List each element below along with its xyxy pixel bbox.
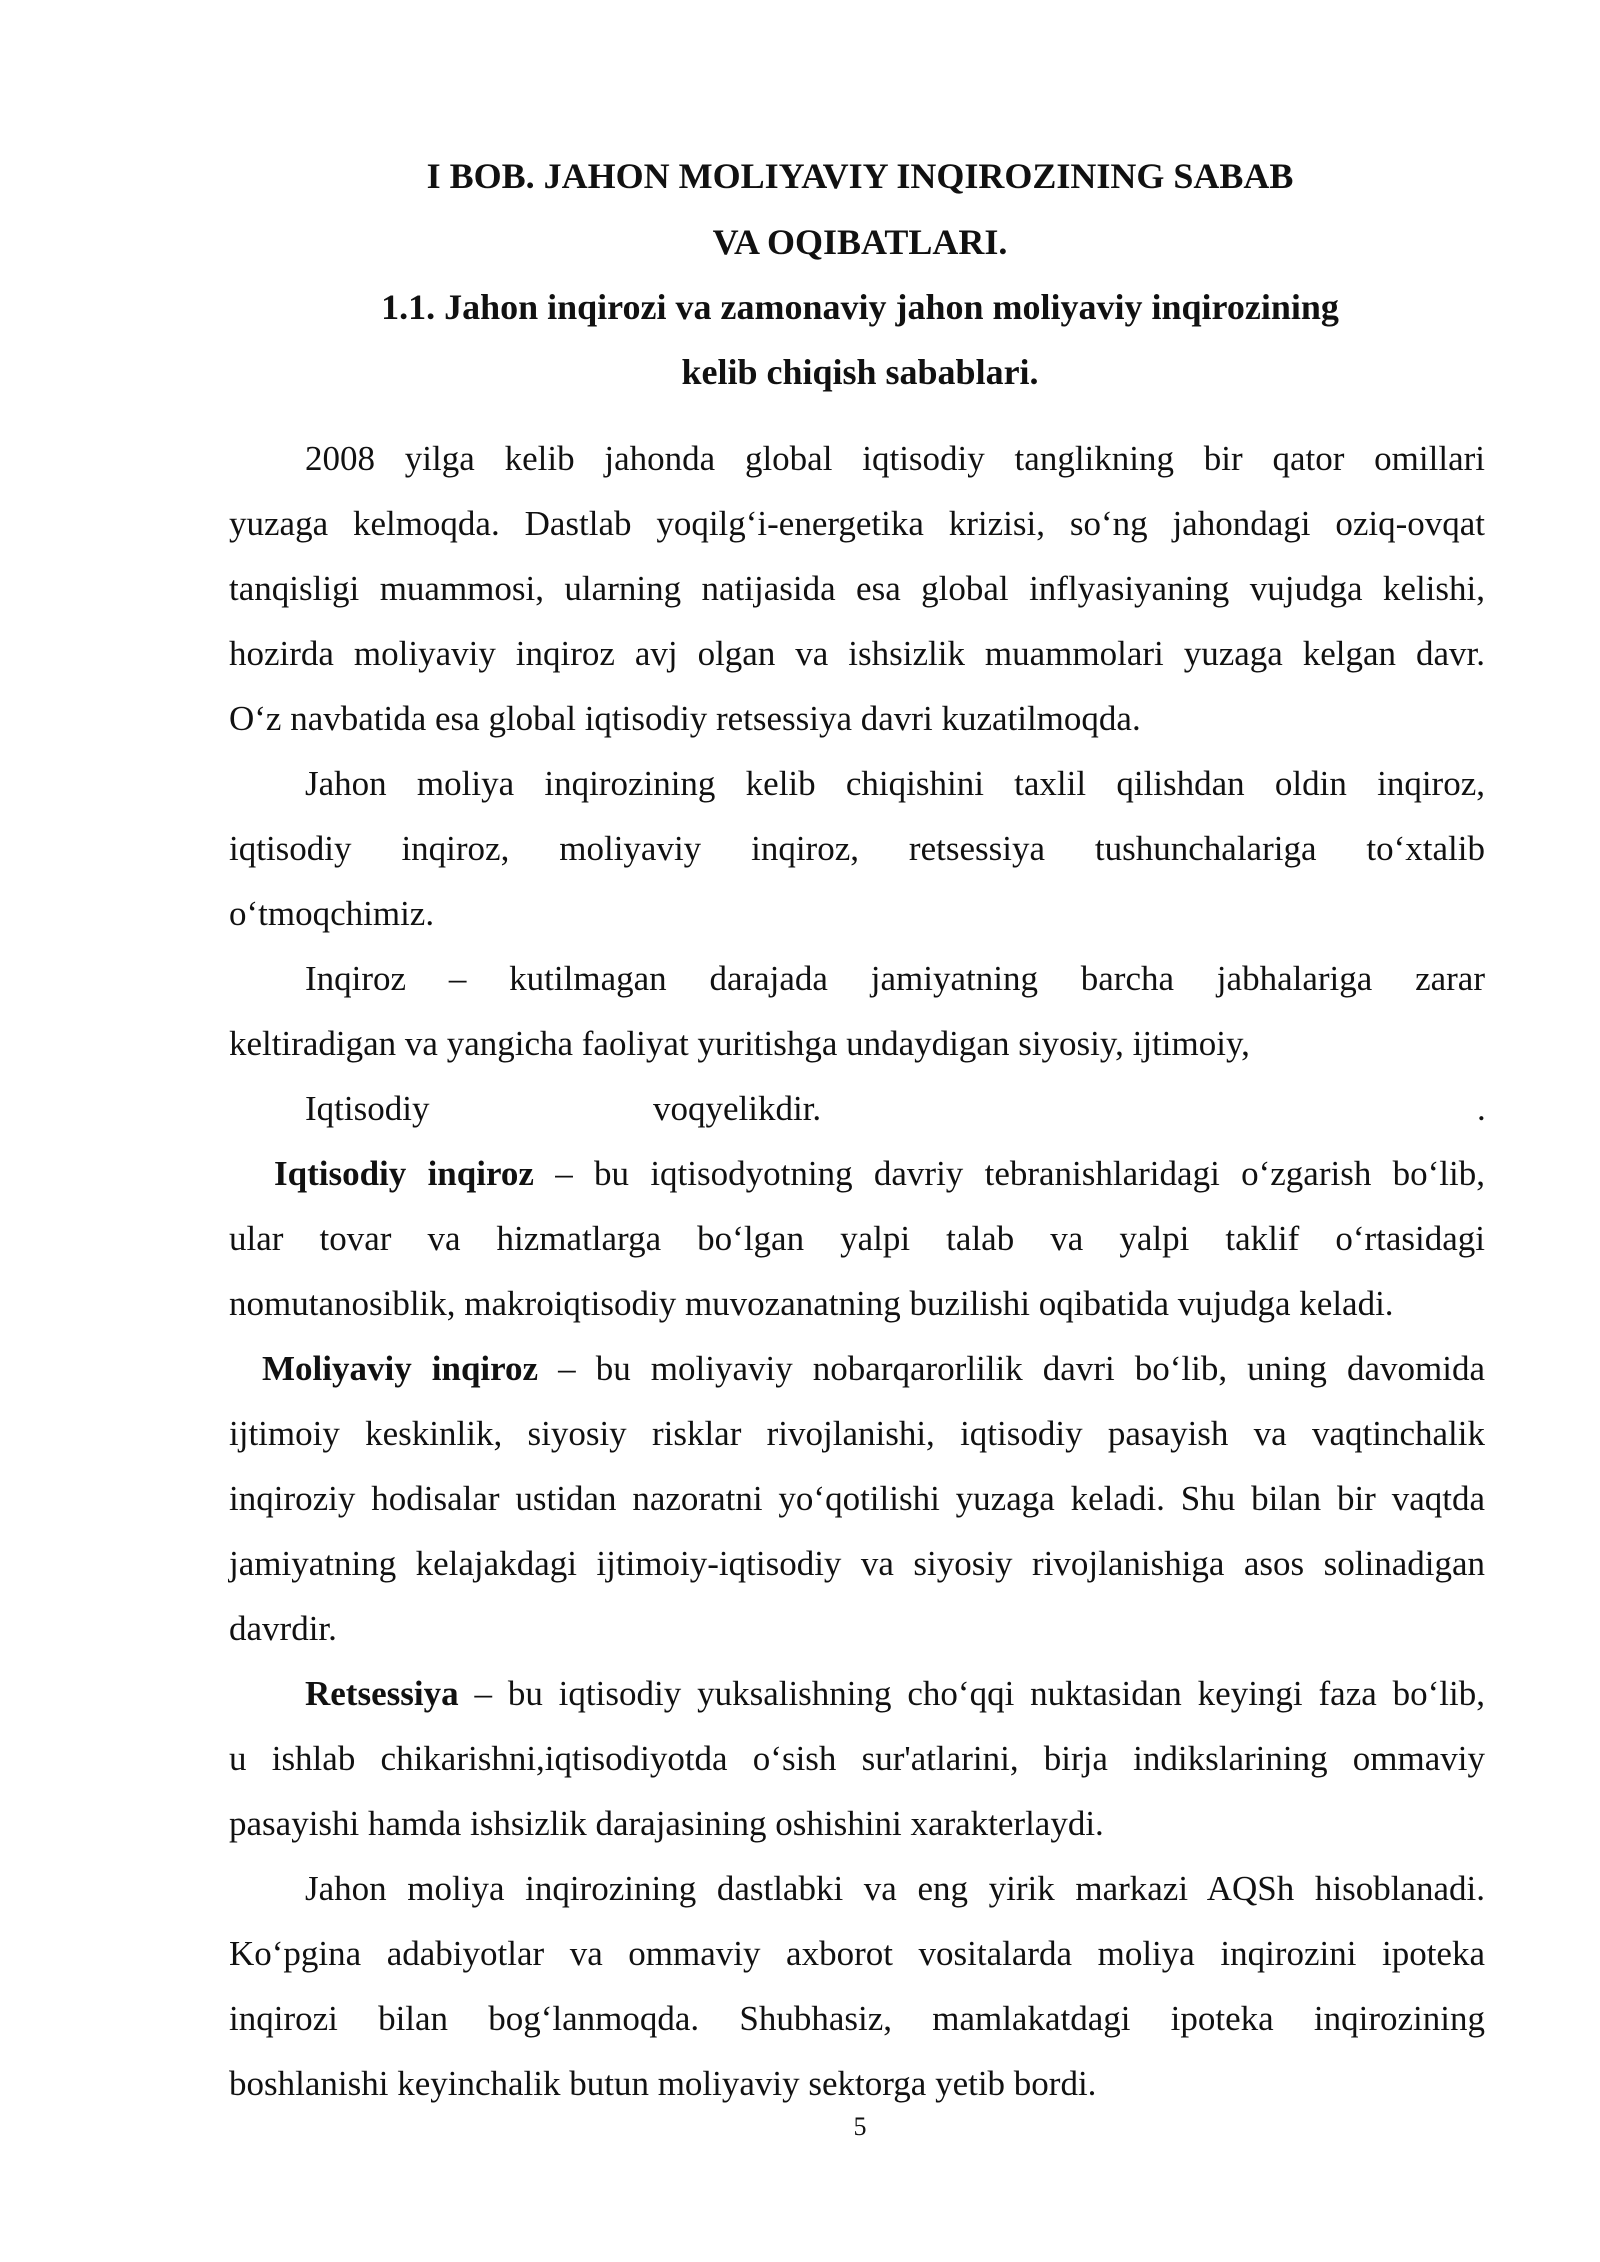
paragraph-5-line-3: inqiroziy hodisalar ustidan nazoratni yo‘qotilishi yuzaga keladi. Shu bilan bir vaqtda — [229, 1479, 1485, 1518]
paragraph-2-line-1: Jahon moliya inqirozining kelib chiqishini taxlil qilishdan oldin inqiroz, — [305, 764, 1485, 803]
paragraph-6-line-1 — [305, 1673, 1485, 1715]
paragraph-3-line-3-right: . — [1477, 1089, 1486, 1128]
page-number: 5 — [853, 2112, 867, 2141]
paragraph-1-line-5: O‘z navbatida esa global iqtisodiy retsessiya davri kuzatilmoqda. — [229, 699, 1141, 738]
paragraph-3-line-2: keltiradigan va yangicha faoliyat yuritishga undaydigan siyosiy, ijtimoiy, — [229, 1024, 1250, 1063]
paragraph-1-line-4: hozirda moliyaviy inqiroz avj olgan va ishsizlik muammolari yuzaga kelgan davr. — [229, 634, 1485, 673]
paragraph-6-line-2: u ishlab chikarishni,iqtisodiyotda o‘sish sur'atlarini, birja indikslarining ommaviy — [229, 1739, 1485, 1778]
section-title-line-1: 1.1. Jahon inqirozi va zamonaviy jahon moliyaviy inqirozining — [381, 287, 1339, 327]
paragraph-7-line-3: inqirozi bilan bog‘lanmoqda. Shubhasiz, mamlakatdagi ipoteka inqirozining — [229, 1999, 1485, 2038]
paragraph-4-line-3: nomutanosiblik, makroiqtisodiy muvozanatning buzilishi oqibatida vujudga keladi. — [229, 1284, 1394, 1323]
section-title-line-2: kelib chiqish sabablari. — [681, 352, 1039, 392]
term-iqtisodiy-inqiroz: Iqtisodiy inqiroz — [274, 1154, 534, 1193]
paragraph-3-line-1: Inqiroz – kutilmagan darajada jamiyatning barcha jabhalariga zarar — [305, 959, 1485, 998]
paragraph-7-line-1: Jahon moliya inqirozining dastlabki va eng yirik markazi AQSh hisoblanadi. — [305, 1869, 1485, 1908]
paragraph-3-line-3-left: Iqtisodiy — [305, 1089, 430, 1128]
chapter-title-line-2: VA OQIBATLARI. — [712, 222, 1008, 262]
paragraph-5-line-1 — [262, 1348, 1485, 1390]
paragraph-3-line-3-middle: voqyelikdir. — [653, 1089, 822, 1128]
paragraph-4-line-2: ular tovar va hizmatlarga bo‘lgan yalpi talab va yalpi taklif o‘rtasidagi — [229, 1219, 1485, 1258]
paragraph-2-line-3: o‘tmoqchimiz. — [229, 894, 435, 933]
paragraph-5-line-2: ijtimoiy keskinlik, siyosiy risklar rivojlanishi, iqtisodiy pasayish va vaqtinchalik — [229, 1414, 1485, 1453]
paragraph-7-line-2: Ko‘pgina adabiyotlar va ommaviy axborot vositalarda moliya inqirozini ipoteka — [229, 1934, 1485, 1973]
paragraph-2-line-2: iqtisodiy inqiroz, moliyaviy inqiroz, retsessiya tushunchalariga to‘xtalib — [229, 829, 1485, 868]
term-moliyaviy-inqiroz: Moliyaviy inqiroz — [262, 1349, 539, 1388]
paragraph-7-line-4: boshlanishi keyinchalik butun moliyaviy sektorga yetib bordi. — [229, 2064, 1097, 2103]
paragraph-5-line-5: davrdir. — [229, 1609, 337, 1648]
paragraph-4-line-1-rest: – bu iqtisodyotning davriy tebranishlaridagi o‘zgarish bo‘lib, — [533, 1154, 1485, 1193]
paragraph-6-line-1-rest: – bu iqtisodiy yuksalishning cho‘qqi nuktasidan keyingi faza bo‘lib, — [458, 1674, 1485, 1713]
paragraph-1-line-3: tanqisligi muammosi, ularning natijasida esa global inflyasiyaning vujudga kelishi, — [229, 569, 1485, 608]
term-retsessiya: Retsessiya — [305, 1674, 459, 1713]
chapter-title-line-1: I BOB. JAHON MOLIYAVIY INQIROZINING SABAB — [426, 156, 1294, 196]
paragraph-6-line-3: pasayishi hamda ishsizlik darajasining oshishini xarakterlaydi. — [229, 1804, 1104, 1843]
paragraph-5-line-4: jamiyatning kelajakdagi ijtimoiy-iqtisodiy va siyosiy rivojlanishiga asos solinadigan — [229, 1544, 1485, 1583]
paragraph-5-line-1-rest: – bu moliyaviy nobarqarorlilik davri bo‘lib, uning davomida — [538, 1349, 1485, 1388]
paragraph-1-line-2: yuzaga kelmoqda. Dastlab yoqilg‘i-energetika krizisi, so‘ng jahondagi oziq-ovqat — [229, 504, 1485, 543]
paragraph-4-line-1 — [274, 1153, 1485, 1195]
paragraph-1-line-1: 2008 yilga kelib jahonda global iqtisodiy tanglikning bir qator omillari — [305, 439, 1485, 478]
